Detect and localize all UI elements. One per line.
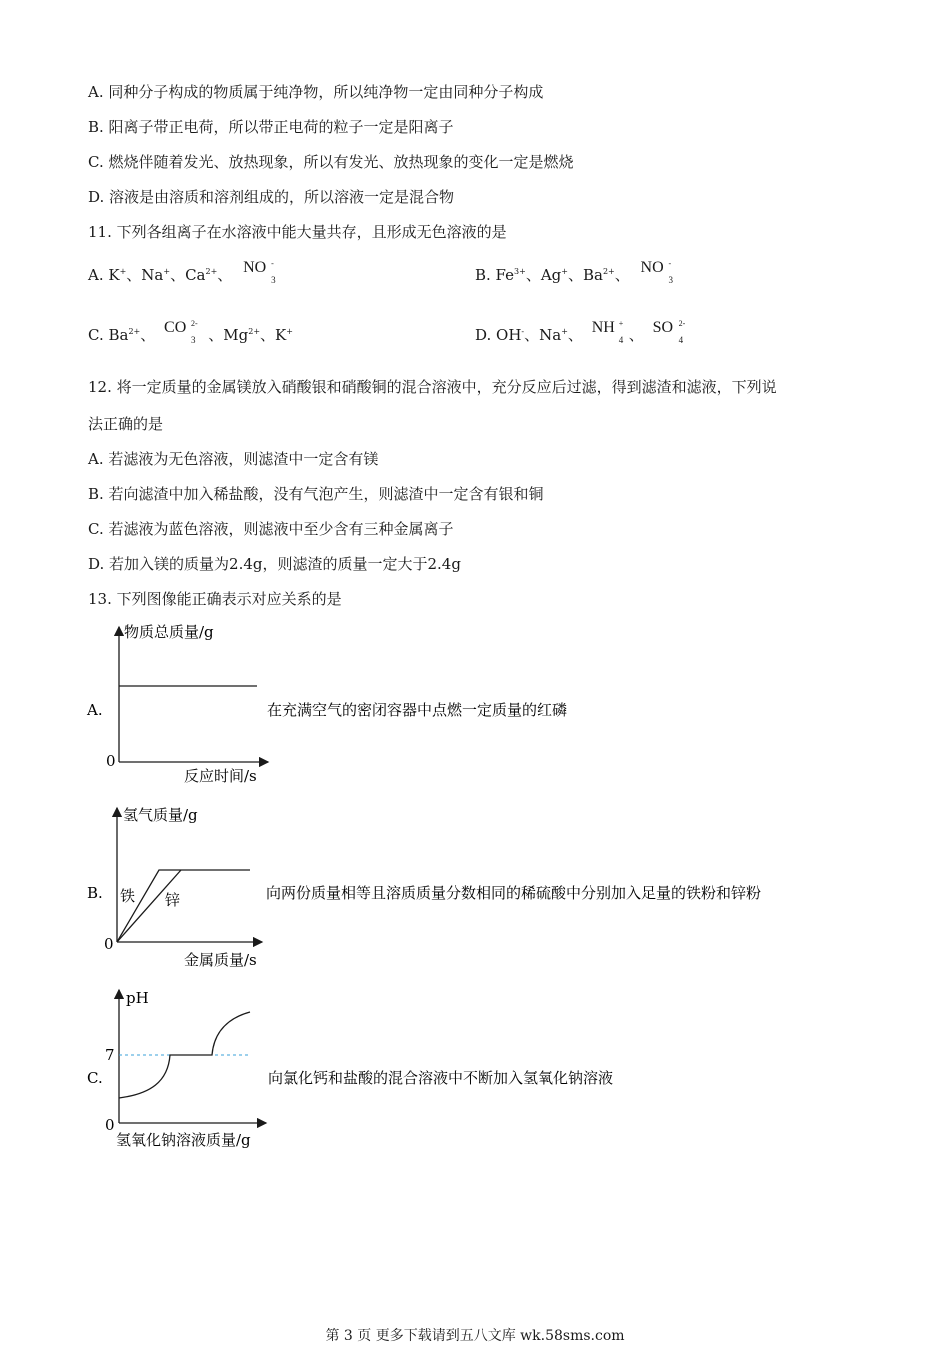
graph-c-origin: 0: [105, 1116, 115, 1134]
q12-option-d: D. 若加入镁的质量为2.4g，则滤渣的质量一定大于2.4g: [88, 555, 461, 573]
graph-c: [87, 989, 266, 1149]
q10-option-d: D. 溶液是由溶质和溶剂组成的，所以溶液一定是混合物: [88, 188, 455, 206]
q12-option-c: C. 若滤液为蓝色溶液，则滤液中至少含有三种金属离子: [88, 520, 454, 538]
q10-option-c: C. 燃烧伴随着发光、放热现象，所以有发光、放热现象的变化一定是燃烧: [88, 153, 574, 171]
graph-b-curve-label-zinc: 锌: [165, 891, 181, 909]
graph-c-ytick-7: 7: [105, 1046, 115, 1064]
graph-b-iron-curve: [117, 870, 250, 942]
graph-a: [86, 623, 268, 785]
graph-b-label: B.: [87, 884, 103, 902]
q11-option-a: A. K+、Na+、$Ca^{2+}$、 NO - 3: [88, 259, 276, 285]
graph-c-caption: 向氯化钙和盐酸的混合溶液中不断加入氢氧化钠溶液: [268, 1069, 614, 1087]
graph-b-caption: 向两份质量相等且溶质质量分数相同的稀硫酸中分别加入足量的铁粉和锌粉: [266, 884, 762, 902]
q12-option-b: B. 若向滤渣中加入稀盐酸，没有气泡产生，则滤渣中一定含有银和铜: [88, 485, 544, 503]
ion-formula: NO - 3: [243, 259, 276, 285]
q11-stem: 11. 下列各组离子在水溶液中能大量共存，且形成无色溶液的是: [88, 223, 507, 241]
q12-option-a: A. 若滤液为无色溶液，则滤渣中一定含有镁: [88, 450, 379, 468]
graph-c-label: C.: [87, 1069, 103, 1087]
graph-a-xlabel: 反应时间/s: [184, 767, 257, 785]
q12-stem-line1: 12. 将一定质量的金属镁放入硝酸银和硝酸铜的混合溶液中，充分反应后过滤，得到滤渣和滤液，下列说: [88, 378, 777, 396]
graph-b-curve-label-iron: 铁: [120, 887, 136, 905]
ion-formula: CO 2- 3: [164, 319, 198, 345]
graph-c-ylabel: pH: [126, 989, 149, 1007]
graph-a-label: A.: [87, 701, 103, 719]
q12-stem-line2: 法正确的是: [88, 415, 164, 433]
q11-option-c: C. $Ba^{2+}$、 CO 2- 3 、$Mg^{2+}$、K+: [88, 319, 293, 345]
graph-b-ylabel: 氢气质量/g: [123, 806, 198, 824]
graph-b-origin: 0: [104, 935, 114, 953]
graph-b: [87, 806, 262, 969]
q10-option-a: A. 同种分子构成的物质属于纯净物，所以纯净物一定由同种分子构成: [88, 83, 544, 101]
graph-a-ylabel: 物质总质量/g: [124, 623, 214, 641]
q11-option-b: B. $Fe^{3+}$、Ag+、$Ba^{2+}$、 NO - 3: [475, 259, 674, 285]
graph-a-origin: 0: [106, 752, 116, 770]
page-footer: 第 3 页 更多下载请到五八文库 wk.58sms.com: [325, 1328, 625, 1344]
graph-a-caption: 在充满空气的密闭容器中点燃一定质量的红磷: [267, 701, 568, 719]
graph-c-xlabel: 氢氧化钠溶液质量/g: [116, 1131, 251, 1149]
ion-formula: NH + 4: [591, 319, 624, 345]
q13-stem: 13. 下列图像能正确表示对应关系的是: [88, 590, 342, 608]
graph-b-xlabel: 金属质量/s: [184, 951, 257, 969]
q10-option-b: B. 阳离子带正电荷，所以带正电荷的粒子一定是阳离子: [88, 118, 454, 136]
ion-formula: SO 2- 4: [652, 319, 686, 345]
q11-option-d: D. OH-、Na+、 NH + 4 、 SO 2- 4: [475, 319, 686, 345]
ion-formula: NO - 3: [640, 259, 674, 285]
